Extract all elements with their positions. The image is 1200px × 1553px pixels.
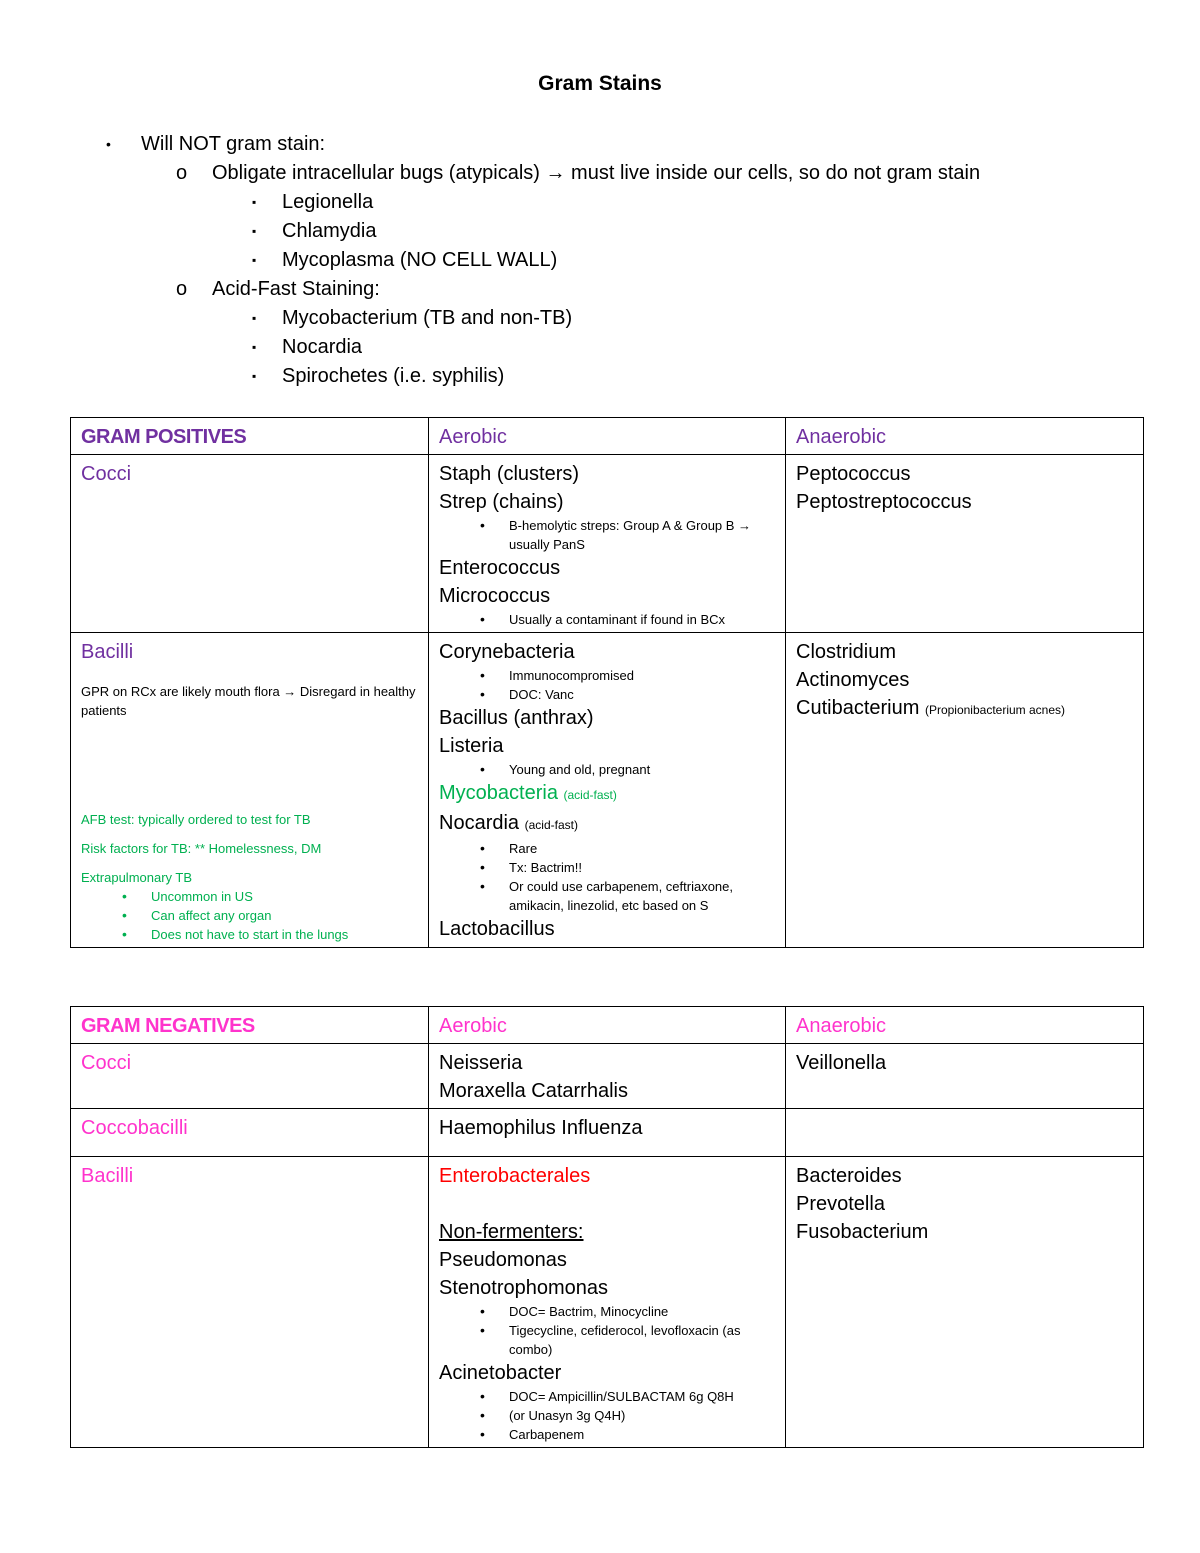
note-item: • Immunocompromised	[509, 666, 775, 685]
note-item: • Rare	[509, 839, 775, 858]
table-cell	[71, 633, 429, 948]
note-item: • Or could use carbapenem, ceftriaxone, amikacin, linezolid, etc based on S	[509, 877, 775, 915]
note-item: • Young and old, pregnant	[509, 760, 775, 779]
organism-peptostreptococcus: Peptostreptococcus	[796, 491, 972, 513]
organism-enterococcus: Enterococcus	[439, 557, 561, 579]
bullet-marker: ▪	[252, 253, 257, 267]
bullet-marker: o	[176, 278, 188, 300]
aerobic-header: Aerobic	[439, 426, 507, 448]
organism-haemophilus: Haemophilus Influenza	[439, 1117, 643, 1139]
note-list	[439, 1387, 775, 1444]
note-item: • DOC= Ampicillin/SULBACTAM 6g Q8H	[509, 1387, 775, 1406]
table-cell	[429, 1109, 786, 1157]
acid-fast-tag: (acid-fast)	[563, 788, 617, 802]
table-cell	[429, 455, 786, 633]
note-extrapulmonary: Extrapulmonary TB	[81, 870, 193, 885]
table-header-row	[71, 1007, 1144, 1044]
row-label-cocci: Cocci	[81, 463, 132, 485]
table-row	[71, 1109, 1144, 1157]
note-list	[439, 516, 775, 554]
table-cell	[786, 633, 1144, 948]
organism-bacillus: Bacillus (anthrax)	[439, 707, 594, 729]
organism-micrococcus: Micrococcus	[439, 585, 551, 607]
note-item: • DOC= Bactrim, Minocycline	[509, 1302, 775, 1321]
table-cell	[71, 418, 429, 455]
table-row	[71, 455, 1144, 633]
anaerobic-header: Anaerobic	[796, 426, 887, 448]
table-row	[71, 1157, 1144, 1448]
note-list	[439, 760, 775, 779]
organism-peptococcus: Peptococcus	[796, 463, 911, 485]
table-cell	[429, 1157, 786, 1448]
note-item: • Does not have to start in the lungs	[151, 925, 418, 944]
note-list	[81, 887, 418, 944]
table-cell	[786, 1044, 1144, 1109]
note-item: • Tigecycline, cefiderocol, levofloxacin (as combo)	[509, 1321, 775, 1359]
table-cell	[786, 1109, 1144, 1157]
table-cell	[786, 455, 1144, 633]
note-item: • B-hemolytic streps: Group A & Group B → usually PanS	[509, 516, 775, 554]
organism-lactobacillus: Lactobacillus	[439, 918, 555, 940]
row-label-cocci: Cocci	[81, 1052, 132, 1074]
note-item: • Uncommon in US	[151, 887, 418, 906]
organism-mycobacteria: Mycobacteria (acid-fast)	[439, 782, 617, 804]
gram-positives-header: GRAM POSITIVES	[81, 426, 247, 448]
organism-corynebacteria: Corynebacteria	[439, 641, 575, 663]
gram-negatives-header: GRAM NEGATIVES	[81, 1015, 255, 1037]
bullet-marker: ▪	[252, 195, 257, 209]
table-cell	[71, 455, 429, 633]
note-item: • Tx: Bactrim!!	[509, 858, 775, 877]
page-title: Gram Stains	[538, 72, 662, 95]
organism-pseudomonas: Pseudomonas	[439, 1249, 567, 1271]
organism-strep: Strep (chains)	[439, 491, 564, 513]
organism-cutibacterium: Cutibacterium (Propionibacterium acnes)	[796, 697, 1066, 719]
organism-moraxella: Moraxella Catarrhalis	[439, 1080, 628, 1102]
note-list	[439, 1302, 775, 1359]
organism-prevotella: Prevotella	[796, 1193, 885, 1215]
note-list	[439, 839, 775, 915]
anaerobic-header: Anaerobic	[796, 1015, 887, 1037]
table-cell	[71, 1109, 429, 1157]
row-label-coccobacilli: Coccobacilli	[81, 1117, 188, 1139]
table-cell	[71, 1044, 429, 1109]
note-item: • Carbapenem	[509, 1425, 775, 1444]
table-header-row	[71, 418, 1144, 455]
note-item: • Usually a contaminant if found in BCx	[509, 610, 775, 629]
note-list	[439, 610, 775, 629]
row-label-bacilli: Bacilli	[81, 641, 134, 663]
organism-bacteroides: Bacteroides	[796, 1165, 902, 1187]
table-cell	[786, 418, 1144, 455]
cutibacterium-note: (Propionibacterium acnes)	[924, 703, 1066, 717]
table-cell	[429, 633, 786, 948]
gram-negatives-table	[70, 1006, 1144, 1448]
note-item: • Can affect any organ	[151, 906, 418, 925]
acid-fast-tag: (acid-fast)	[524, 818, 578, 832]
table-row	[71, 1044, 1144, 1109]
bullet-marker: ▪	[252, 340, 257, 354]
bullet-marker: o	[176, 162, 188, 184]
note-item: • (or Unasyn 3g Q4H)	[509, 1406, 775, 1425]
organism-listeria: Listeria	[439, 735, 504, 757]
organism-fusobacterium: Fusobacterium	[796, 1221, 929, 1243]
bullet-marker: ▪	[252, 369, 257, 383]
note-gpr: GPR on RCx are likely mouth flora → Disregard in healthy patients	[81, 684, 416, 718]
organism-neisseria: Neisseria	[439, 1052, 523, 1074]
organism-veillonella: Veillonella	[796, 1052, 887, 1074]
note-afb: AFB test: typically ordered to test for TB	[81, 812, 311, 827]
organism-stenotrophomonas: Stenotrophomonas	[439, 1277, 609, 1299]
table-cell	[429, 418, 786, 455]
organism-staph: Staph (clusters)	[439, 463, 580, 485]
organism-enterobacterales: Enterobacterales	[439, 1165, 591, 1187]
table-row	[71, 633, 1144, 948]
table-cell	[429, 1007, 786, 1044]
note-list	[439, 666, 775, 704]
gram-positives-table	[70, 417, 1144, 948]
table-cell	[786, 1007, 1144, 1044]
row-label-bacilli: Bacilli	[81, 1165, 134, 1187]
bullet-marker: ▪	[252, 311, 257, 325]
bullet-marker: •	[106, 136, 111, 152]
aerobic-header: Aerobic	[439, 1015, 507, 1037]
organism-nocardia: Nocardia (acid-fast)	[439, 812, 578, 834]
non-fermenters-heading: Non-fermenters:	[439, 1221, 584, 1243]
bullet-marker: ▪	[252, 224, 257, 238]
organism-clostridium: Clostridium	[796, 641, 897, 663]
note-risk-factors: Risk factors for TB: ** Homelessness, DM	[81, 841, 322, 856]
note-item: • DOC: Vanc	[509, 685, 775, 704]
table-cell	[71, 1157, 429, 1448]
organism-acinetobacter: Acinetobacter	[439, 1362, 562, 1384]
table-cell	[786, 1157, 1144, 1448]
table-cell	[429, 1044, 786, 1109]
organism-actinomyces: Actinomyces	[796, 669, 910, 691]
table-cell	[71, 1007, 429, 1044]
